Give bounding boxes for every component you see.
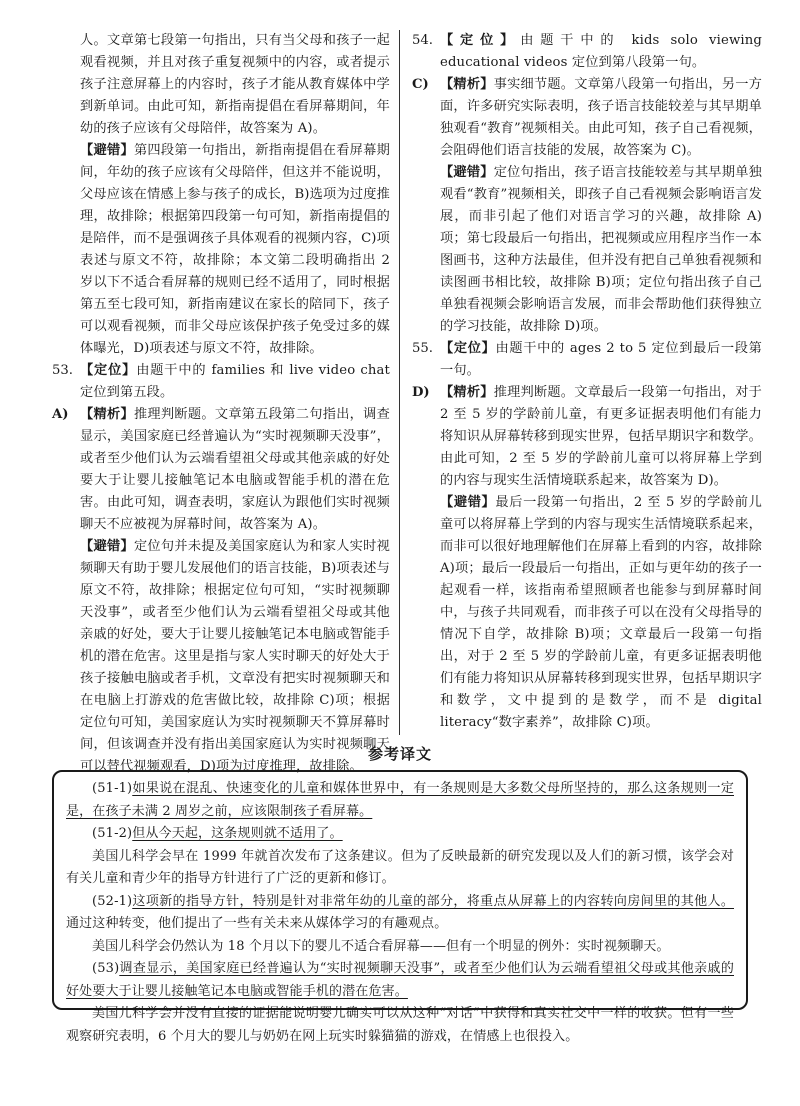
answer-letter: A) (52, 407, 69, 422)
analysis-body: 推理判断题。文章第五段第二句指出，调查显示，美国家庭已经普遍认为“实时视频聊天没事”，或者至少他们认为云端看望祖父母或其他亲戚的好处要大于让婴儿接触笔记本电脑或智能手机的潜在危害。由此可知，调查表明，家庭认为跟他们实时视频聊天不应被视为屏幕时间，故答案为 A)。 (80, 407, 390, 532)
question-number: 54. (412, 33, 433, 48)
underlined-sentence: 这项新的指导方针，特别是针对非常年幼的儿童的部分，将重点从屏幕上的内容转向房间里的其他人。 (132, 893, 734, 909)
sentence-label: (52-1) (92, 893, 133, 909)
translation-paragraph-4 (66, 891, 734, 936)
analysis-tag: 【精析】 (80, 407, 134, 422)
translation-paragraph-6 (66, 958, 734, 1003)
locate-text (440, 338, 762, 382)
underlined-sentence: 如果说在混乱、快速变化的儿童和媒体世界中，有一条规则是大多数父母所坚持的，那么这条规则一定是，在孩子未满 2 周岁之前，应该限制孩子看屏幕。 (66, 781, 734, 819)
analysis-text (440, 382, 762, 492)
question-55-avoid-error (412, 492, 762, 734)
avoid-error-text: 最后一段第一句指出，2 至 5 岁的学龄前儿童可以将屏幕上学到的内容与现实生活情境联系起来，而非可以很好地理解他们在屏幕上看到的内容，故排除 A)项；最后一段最后一句指出，正如与更年幼的孩子一起观看一样，该指南希望照顾者也能参与到屏幕时间中，与孩子共同观看，而非孩子可以在没有父母指导的情况下自学，故排除 B)项；文章最后一段第一句指出，对于 2 至 5 岁的学龄前儿童，有更多证据表明他们有能力将知识从屏幕转移到现实世界，包括早期识字和数学，文中提到的是数学，而不是 digital literacy“数字素养”，故排除 C)项。 (440, 495, 762, 730)
translation-paragraph-3: 美国儿科学会早在 1999 年就首次发布了这条建议。但为了反映最新的研究发现以及人们的新习惯，该学会对有关儿童和青少年的指导方针进行了广泛的更新和修订。 (66, 848, 734, 886)
locate-tag: 【定位】 (440, 341, 496, 356)
locate-body: 由题干中的 families 和 live video chat 定位到第五段。 (80, 363, 390, 400)
analysis-text (80, 404, 390, 536)
locate-text (80, 360, 390, 404)
question-54-analysis (412, 74, 762, 162)
underlined-sentence: 但从今天起，这条规则就不适用了。 (132, 826, 343, 841)
translation-paragraph-5: 美国儿科学会仍然认为 18 个月以下的婴儿不适合看屏幕——但有一个明显的例外：实时视频聊天。 (92, 938, 670, 954)
locate-text (440, 30, 762, 74)
analysis-body: 事实细节题。文章第八段第一句指出，另一方面，许多研究实际表明，孩子语言技能较差与其早期单独观看“教育”视频相关。由此可知，孩子自己看视频，会阻碍他们语言技能的发展，故答案为 C)。 (440, 77, 762, 158)
left-column (52, 30, 390, 778)
sentence-label: (53) (92, 961, 120, 976)
q52-avoid-error (52, 140, 390, 360)
sentence-label: (51-1) (92, 781, 133, 796)
avoid-error-tag: 【避错】 (80, 539, 134, 554)
avoid-error-text: 定位句并未提及美国家庭认为和家人实时视频聊天有助于婴儿发展他们的语言技能，B)项表述与原文不符，故排除；根据定位句可知，“实时视频聊天没事”，或者至少他们认为云端看望祖父母或其他亲戚的好处，要大于让婴儿接触笔记本电脑或智能手机的潜在危害。这里是指与家人实时聊天的好处大于孩子接触电脑或者手机，文章没有把实时视频聊天和在电脑上打游戏的危害做比较，故排除 C)项；根据定位句可知，美国家庭认为实时视频聊天不算屏幕时间，但该调查并没有指出美国家庭认为实时视频聊天可以替代视频观看，D)项为过度推理，故排除。 (80, 539, 390, 774)
section-title: 参考译文 (367, 745, 432, 763)
avoid-error-text: 第四段第一句指出，新指南提倡在看屏幕期间，年幼的孩子应该有父母陪伴，但这并不能说明，父母应该在情感上参与孩子的成长，B)选项为过度推理，故排除；根据第四段第一句可知，新指南提倡的是陪伴，而不是强调孩子具体观看的视频内容，C)项表述与原文不符，故排除；本文第二段明确指出 2 岁以下不适合看屏幕的规则已经不适用了，同时根据第五至七段可知，新指南建议在家长的陪同下，孩子可以观看视频，而非父母应该保护孩子免受过多的媒体曝光，D)项表述与原文不符，故排除。 (80, 143, 390, 356)
avoid-error-tag: 【避错】 (440, 495, 496, 510)
translation-paragraph-7: 美国儿科学会并没有直接的证据能说明婴儿确实可以从这种“对话”中获得和真实社交中一样的收获。但有一些观察研究表明，6 个月大的婴儿与奶奶在网上玩实时躲猫猫的游戏，在情感上也很投入。 (66, 1006, 734, 1044)
answer-letter: D) (412, 385, 430, 400)
right-column (412, 30, 762, 734)
avoid-error-tag: 【避错】 (440, 165, 494, 180)
question-53-locate (52, 360, 390, 404)
question-55-analysis (412, 382, 762, 492)
analysis-tag: 【精析】 (440, 77, 494, 92)
locate-tag: 【定位】 (80, 363, 137, 378)
avoid-error-text: 定位句指出，孩子语言技能较差与其早期单独观看“教育”视频相关，即孩子自己看视频会影响语言发展，而非引起了他们对语言学习的兴趣，故排除 A)项；第七段最后一句指出，把视频或应用程序当作一本图画书，这种方法最佳，但并没有把自己单独看视频和读图画书相比较，故排除 B)项；定位句指出孩子自己单独看视频会影响语言发展，而非会帮助他们获得独立的学习技能，故排除 D)项。 (440, 165, 762, 334)
plain-sentence: 通过这种转变，他们提出了一些有关未来从媒体学习的有趣观点。 (66, 916, 448, 931)
question-54-avoid-error (412, 162, 762, 338)
answer-letter: C) (412, 77, 429, 92)
question-54-locate (412, 30, 762, 74)
avoid-error-tag: 【避错】 (80, 143, 134, 158)
analysis-body: 推理判断题。文章最后一段第一句指出，对于 2 至 5 岁的学龄前儿童，有更多证据表明他们有能力将知识从屏幕转移到现实世界，包括早期识字和数学。由此可知，2 至 5 岁的学龄前儿童可以将屏幕上学到的内容与现实生活情境联系起来，故答案为 D)。 (440, 385, 762, 488)
question-number: 55. (412, 341, 433, 356)
column-divider (399, 30, 400, 735)
translation-paragraph-1 (66, 778, 734, 823)
locate-body: 由题干中的 ages 2 to 5 定位到最后一段第一句。 (440, 341, 762, 378)
sentence-label: (51-2) (92, 826, 133, 841)
question-number: 53. (52, 363, 73, 378)
question-55-locate (412, 338, 762, 382)
translation-paragraph-2 (66, 823, 734, 846)
underlined-sentence: 调查显示，美国家庭已经普遍认为“实时视频聊天没事”，或者至少他们认为云端看望祖父母或其他亲戚的好处要大于让婴儿接触笔记本电脑或智能手机的潜在危害。 (66, 961, 734, 999)
locate-body: 由题干中的 kids solo viewing educational videos 定位到第八段第一句。 (440, 33, 762, 70)
analysis-paragraph-52-tail: 人。文章第七段第一句指出，只有当父母和孩子一起观看视频，并且对孩子重复视频中的内容，或者提示孩子注意屏幕上的内容时，孩子才能从教育媒体中学到新单词。由此可知，新指南提倡在看屏幕期间，年幼的孩子应该有父母陪伴，故答案为 A)。 (80, 33, 390, 136)
locate-tag: 【定位】 (440, 33, 521, 48)
question-53-avoid-error (52, 536, 390, 778)
analysis-text (440, 74, 762, 162)
translation-box (52, 770, 748, 1044)
question-53-analysis (52, 404, 390, 536)
analysis-tag: 【精析】 (440, 385, 494, 400)
